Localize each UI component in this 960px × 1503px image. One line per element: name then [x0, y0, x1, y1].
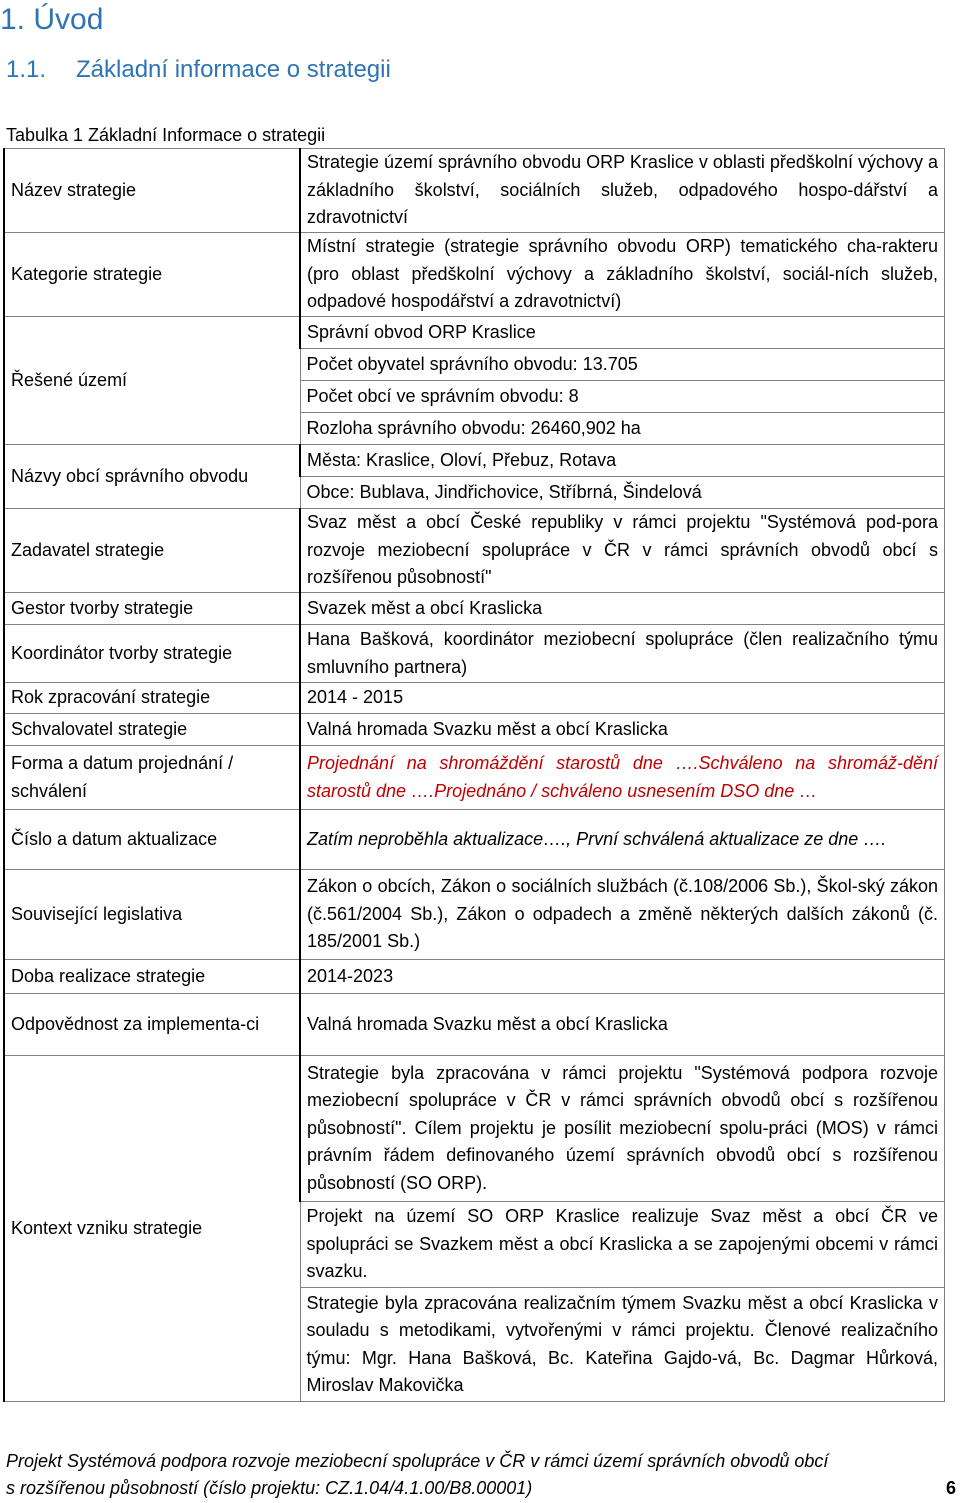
value-obce-1: Obce: Bublava, Jindřichovice, Stříbrná, Šindelová: [300, 477, 945, 509]
footer-line-1: Projekt Systémová podpora rozvoje meziobecní spolupráce v ČR v rámci území správních obvodů obcí: [6, 1451, 829, 1471]
label-forma: Forma a datum projednání / schválení: [4, 746, 300, 810]
label-legislativa: Související legislativa: [4, 870, 300, 960]
table-row: [4, 317, 945, 349]
table-row: [4, 714, 945, 746]
table-row: [4, 149, 945, 233]
value-kategorie: Místní strategie (strategie správního obvodu ORP) tematického cha-rakteru (pro oblast předškolní výchovy a základního školství, sociál-ních služeb, odpadové hospodářství a zdravotnictví): [300, 233, 945, 317]
label-gestor: Gestor tvorby strategie: [4, 593, 300, 625]
label-schvalovatel: Schvalovatel strategie: [4, 714, 300, 746]
label-rok: Rok zpracování strategie: [4, 683, 300, 714]
table-caption: Tabulka 1 Základní Informace o strategii: [6, 125, 326, 145]
footer-line-2: s rozšířenou působností (číslo projektu: CZ.1.04/4.1.00/B8.00001): [6, 1478, 533, 1498]
heading-1: 1. Úvod: [0, 3, 104, 36]
value-gestor: Svazek měst a obcí Kraslicka: [300, 593, 945, 625]
value-doba: 2014-2023: [300, 960, 945, 994]
label-doba: Doba realizace strategie: [4, 960, 300, 994]
heading-2-number: 1.1.: [6, 56, 47, 83]
value-koordinator: Hana Bašková, koordinátor meziobecní spolupráce (člen realizačního týmu smluvního partnera): [300, 625, 945, 683]
value-kontext-0: Strategie byla zpracována v rámci projektu "Systémová podpora rozvoje meziobecní spolupráce v ČR v rámci správních obvodů obcí s rozšířenou působností". Cílem projektu je posílit meziobecní spolu-práci (MOS) v rámci právním řádem definovaného území správních obvodů obcí s rozšířenou působností (SO ORP).: [300, 1056, 945, 1202]
label-kategorie: Kategorie strategie: [4, 233, 300, 317]
value-odpovednost: Valná hromada Svazku měst a obcí Kraslicka: [300, 994, 945, 1056]
label-odpovednost: Odpovědnost za implementa-ci: [4, 994, 300, 1056]
value-cislo: Zatím neproběhla aktualizace…., První schválená aktualizace ze dne ….: [300, 810, 945, 870]
table-row: [4, 445, 945, 477]
table-row: [4, 593, 945, 625]
table-row: [4, 870, 945, 960]
value-obce-0: Města: Kraslice, Oloví, Přebuz, Rotava: [300, 445, 945, 477]
table-row: [4, 994, 945, 1056]
label-nazev: Název strategie: [4, 149, 300, 233]
value-uzemi-3: Rozloha správního obvodu: 26460,902 ha: [300, 413, 945, 445]
value-nazev: Strategie území správního obvodu ORP Kraslice v oblasti předškolní výchovy a základního školství, sociálních služeb, odpadového hospo-dářství a zdravotnictví: [300, 149, 945, 233]
heading-2-title: Základní informace o strategii: [76, 56, 391, 83]
value-legislativa: Zákon o obcích, Zákon o sociálních službách (č.108/2006 Sb.), Škol-ský zákon (č.561/2004 Sb.), Zákon o odpadech a změně některých dalších zákonů (č. 185/2001 Sb.): [300, 870, 945, 960]
value-uzemi-2: Počet obcí ve správním obvodu: 8: [300, 381, 945, 413]
label-obce: Názvy obcí správního obvodu: [4, 445, 300, 509]
label-uzemi: Řešené území: [4, 317, 300, 445]
value-kontext-1: Projekt na území SO ORP Kraslice realizuje Svaz měst a obcí ČR ve spolupráci se Svazkem měst a obcí Kraslicka a se zapojenými obcemi v rámci svazku.: [300, 1202, 945, 1288]
table-row: [4, 810, 945, 870]
label-zadavatel: Zadavatel strategie: [4, 509, 300, 593]
table-row: [4, 746, 945, 810]
table-row: [4, 683, 945, 714]
value-uzemi-0: Správní obvod ORP Kraslice: [300, 317, 945, 349]
value-forma: Projednání na shromáždění starostů dne ….Schváleno na shromáž-dění starostů dne ….Projednáno / schváleno usnesením DSO dne …: [300, 746, 945, 810]
page-number: 6: [945, 1478, 956, 1498]
table-row: [4, 233, 945, 317]
table-row: [4, 625, 945, 683]
table-row: [4, 960, 945, 994]
value-uzemi-1: Počet obyvatel správního obvodu: 13.705: [300, 349, 945, 381]
heading-2: [6, 52, 391, 88]
label-koordinator: Koordinátor tvorby strategie: [4, 625, 300, 683]
value-rok: 2014 - 2015: [300, 683, 945, 714]
strategy-info-table: [3, 148, 945, 1402]
label-kontext: Kontext vzniku strategie: [4, 1056, 300, 1402]
value-zadavatel: Svaz měst a obcí České republiky v rámci projektu "Systémová pod-pora rozvoje meziobecní spolupráce v ČR v rámci správních obvodů obcí s rozšířenou působností": [300, 509, 945, 593]
value-schvalovatel: Valná hromada Svazku měst a obcí Kraslicka: [300, 714, 945, 746]
table-row: [4, 509, 945, 593]
page-footer: [6, 1448, 956, 1502]
value-kontext-2: Strategie byla zpracována realizačním týmem Svazku měst a obcí Kraslicka v souladu s metodikami, vytvořenými v rámci projektu. Členové realizačního týmu: Mgr. Hana Bašková, Bc. Kateřina Gajdo-vá, Bc. Dagmar Hůrková, Miroslav Makovička: [300, 1288, 945, 1402]
label-cislo: Číslo a datum aktualizace: [4, 810, 300, 870]
table-row: [4, 1056, 945, 1202]
